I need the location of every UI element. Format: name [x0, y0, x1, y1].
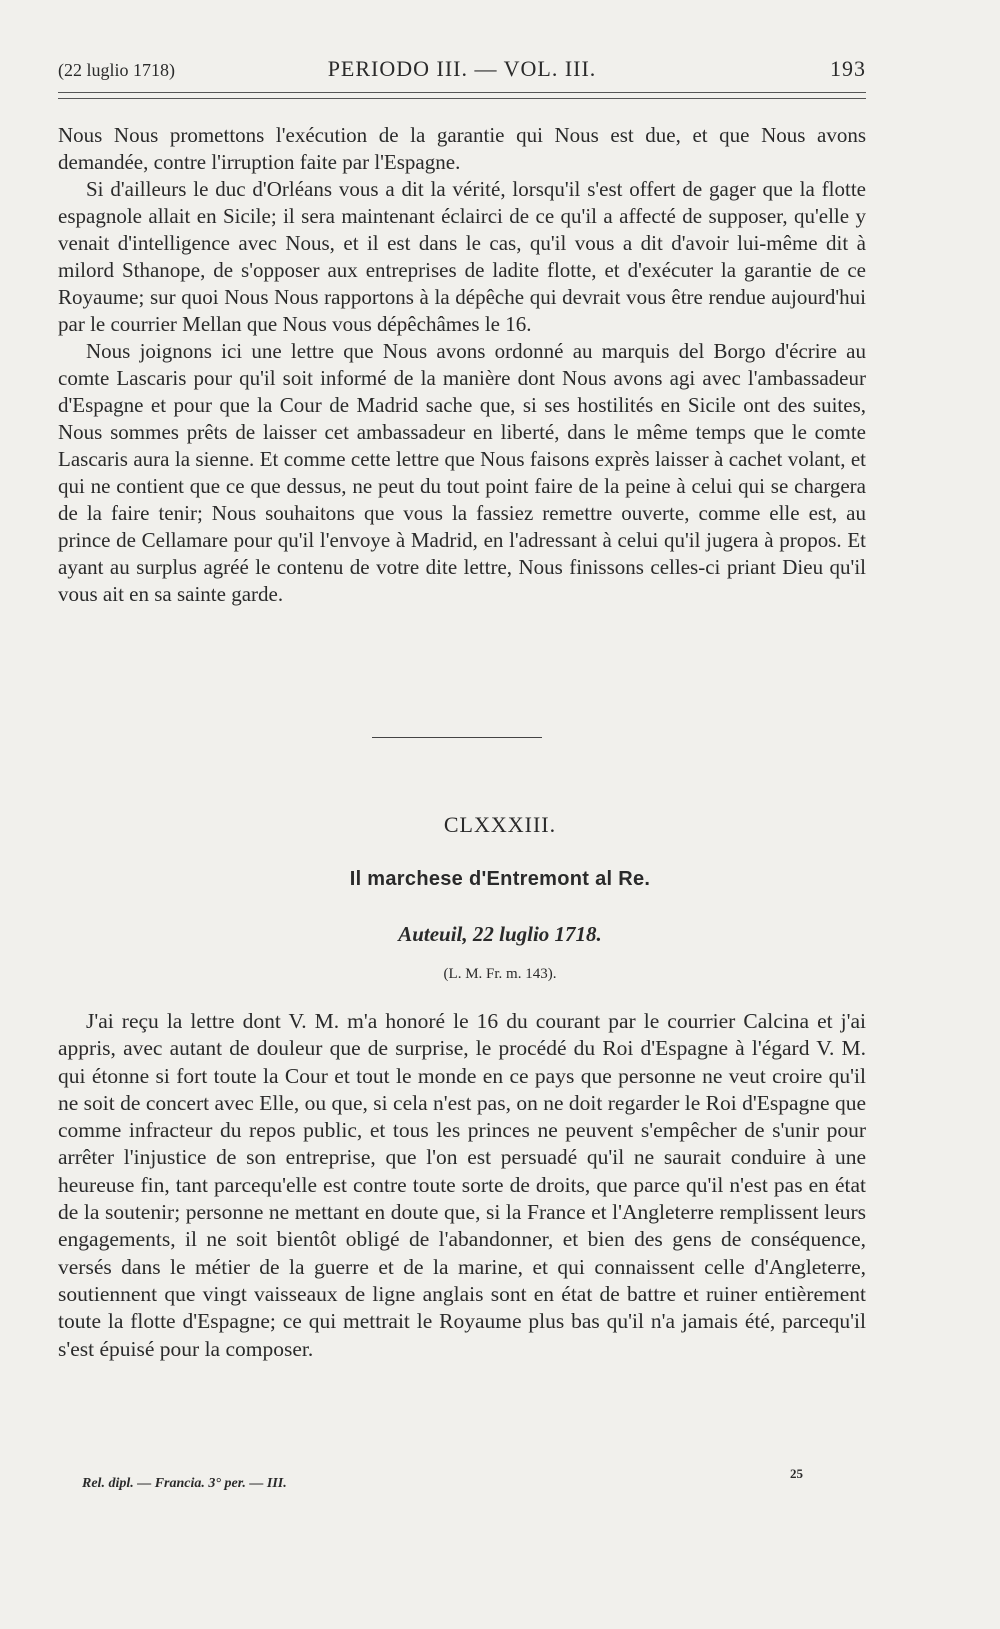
- page-number: 193: [830, 56, 866, 81]
- running-head: [58, 56, 866, 90]
- letter-continuation: [58, 122, 866, 608]
- paragraph: Nous Nous promettons l'exécution de la garantie qui Nous est due, et que Nous avons demandée, contre l'irruption faite par l'Espagne.: [58, 123, 866, 174]
- document-date: Auteuil, 22 luglio 1718.: [398, 922, 602, 946]
- footer-sheet-number: 25: [790, 1466, 803, 1481]
- header-date: (22 luglio 1718): [58, 60, 175, 80]
- document-title: Il marchese d'Entremont al Re.: [349, 868, 651, 890]
- document-number: CLXXXIII.: [443, 812, 557, 837]
- paragraph: Nous joignons ici une lettre que Nous avons ordonné au marquis del Borgo d'écrire au comte Lascaris pour qu'il soit informé de la manière dont Nous avons agi avec l'ambassadeur d'Espagne et pour que la Cour de Madrid sache que, si ses hostilités en Sicile ont des suites, Nous sommes prêts de laisser cet ambassadeur en liberté, dans le même temps que le comte Lascaris aura la sienne. Et comme cette lettre que Nous faisons exprès laisser à cachet volant, et qui ne contient que ce que dessus, ne peut du tout point faire de la peine à celui qui se chargera de la faire tenir; Nous souhaitons que vous la fassiez remettre ouverte, comme elle est, au prince de Cellamare pour qu'il l'envoye à Madrid, en l'adressant à celui qu'il jugera à propos. Et ayant au surplus agréé le contenu de votre dite lettre, Nous finissons celles-ci priant Dieu qu'il vous ait en sa sainte garde.: [58, 339, 866, 606]
- header-volume: PERIODO III. — VOL. III.: [327, 56, 597, 81]
- header-rule: [58, 92, 866, 99]
- document-source: (L. M. Fr. m. 143).: [443, 966, 557, 982]
- section-divider: [372, 737, 542, 738]
- letter-body: [58, 1008, 866, 1363]
- footer-signature: Rel. dipl. — Francia. 3° per. — III.: [82, 1476, 287, 1491]
- paragraph: Si d'ailleurs le duc d'Orléans vous a dit la vérité, lorsqu'il s'est offert de gager que la flotte espagnole allait en Sicile; il sera maintenant éclairci de ce qu'il a affecté de supposer, qu'elle y venait d'intelligence avec Nous, et il est dans le cas, qu'il vous a dit d'avoir lui-même dit à milord Sthanope, de s'opposer aux entreprises de ladite flotte, et d'exécuter la garantie de ce Royaume; sur quoi Nous Nous rapportons à la dépêche qui devrait vous être rendue aujourd'hui par le courrier Mellan que Nous vous dépêchâmes le 16.: [58, 177, 866, 336]
- paragraph: J'ai reçu la lettre dont V. M. m'a honoré le 16 du courant par le courrier Calcina et j'ai appris, avec autant de douleur que de surprise, le procédé du Roi d'Espagne à l'égard V. M. qui étonne si fort toute la Cour et tout le monde en ce pays que personne ne veut croire qu'il ne soit de concert avec Elle, ou que, si cela n'est pas, on ne doit regarder le Roi d'Espagne que comme infracteur du repos public, et tous les princes ne peuvent s'empêcher de s'unir pour arrêter l'injustice de son entreprise, que l'on est persuadé qu'il ne saurait conduire à une heureuse fin, tant parcequ'elle est contre toute sorte de droits, que parce qu'il n'est pas en état de la soutenir; personne ne mettant en doute que, si la France et l'Angleterre remplissent leurs engagements, il ne soit bientôt obligé de l'abandonner, et bien des gens de conséquence, versés dans le métier de la guerre et de la marine, et qui connaissent celle d'Angleterre, soutiennent que vingt vaisseaux de ligne anglais sont en état de battre et ruiner entièrement toute la flotte d'Espagne; ce qui mettrait le Royaume plus bas qu'il n'a jamais été, parcequ'il s'est épuisé pour la composer.: [58, 1009, 866, 1361]
